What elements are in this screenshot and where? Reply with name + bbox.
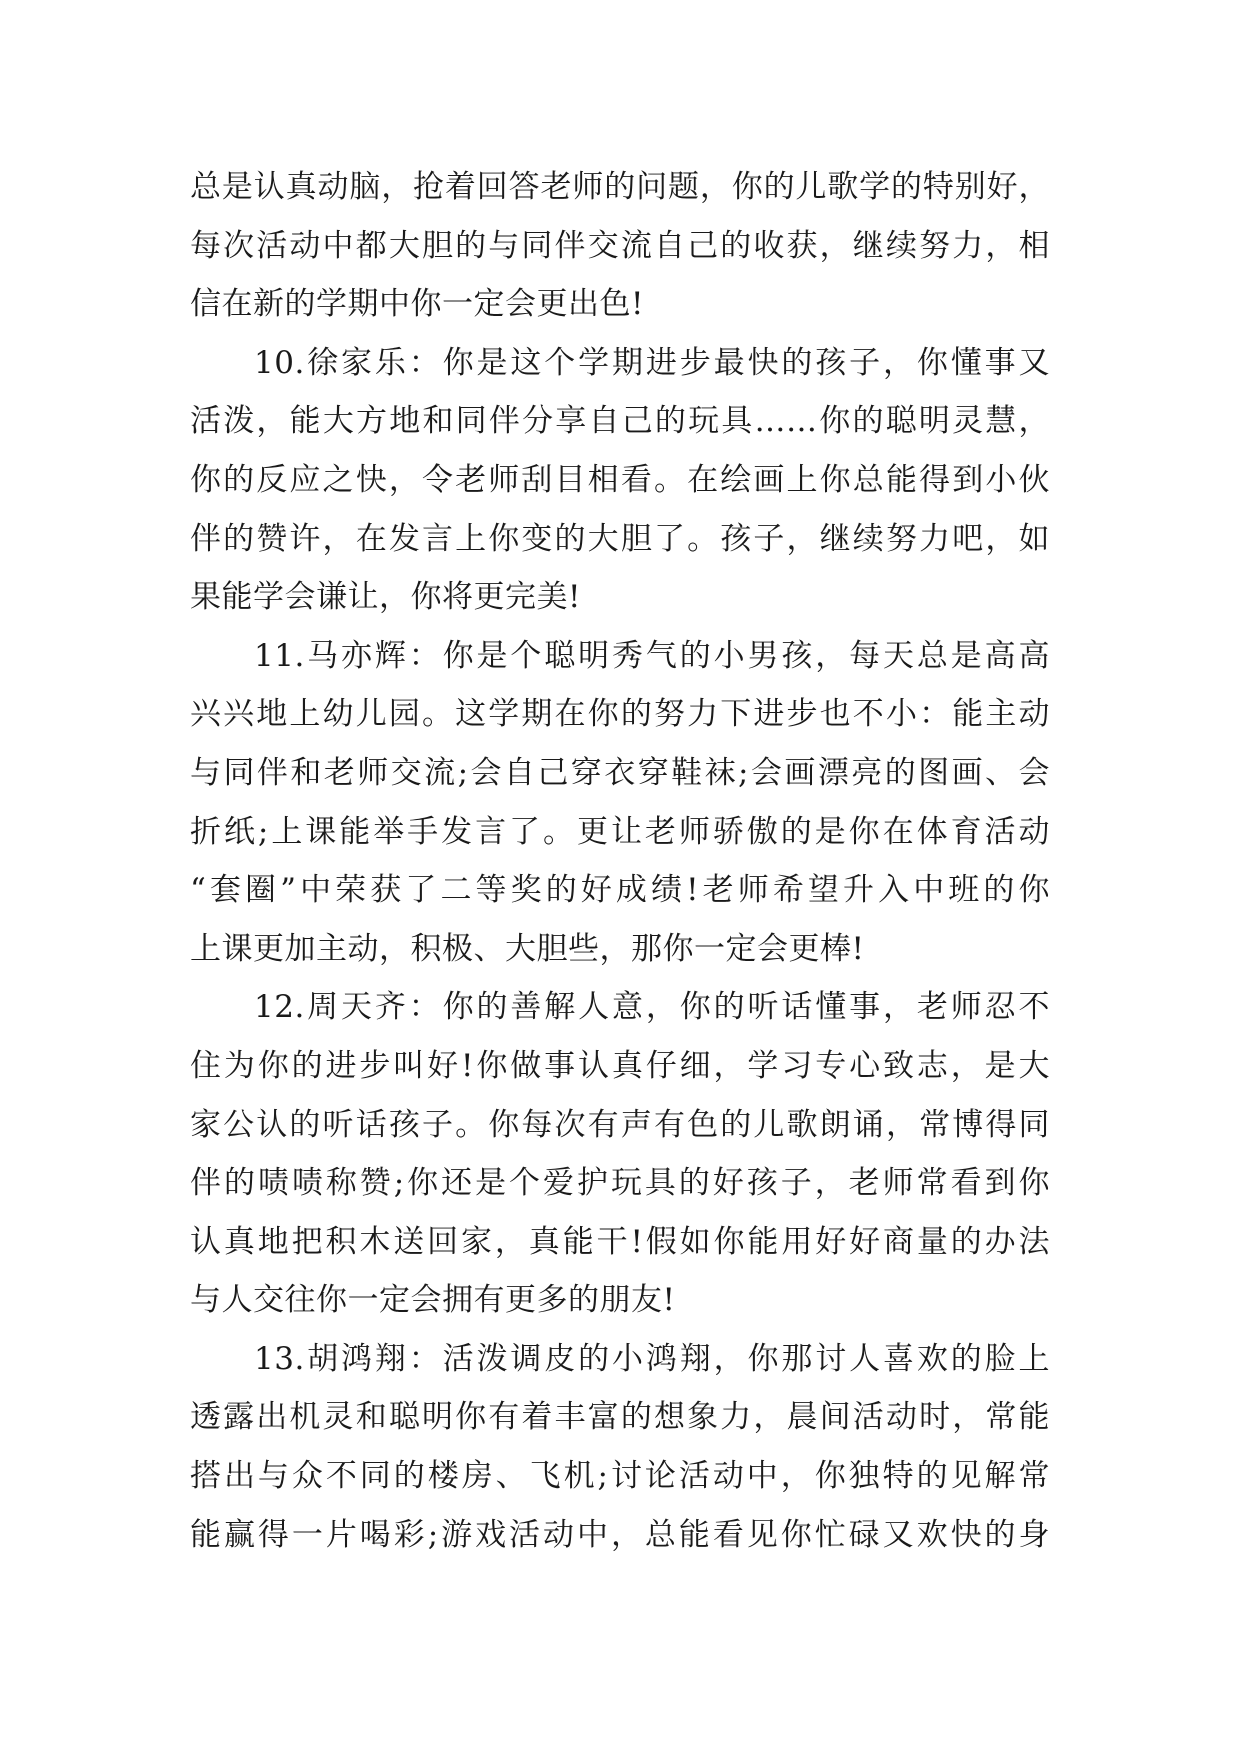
paragraph-12 bbox=[190, 978, 1050, 1330]
text-line: 总是认真动脑，抢着回答老师的问题，你的儿歌学的特别好， bbox=[190, 169, 1050, 205]
text-line: 每次活动中都大胆的与同伴交流自己的收获，继续努力，相 bbox=[190, 227, 1050, 264]
document-body bbox=[190, 158, 1050, 1564]
text-line: 透露出机灵和聪明你有着丰富的想象力，晨间活动时，常能 bbox=[190, 1399, 1050, 1436]
paragraph-10 bbox=[190, 334, 1050, 627]
text-line: 家公认的听话孩子。你每次有声有色的儿歌朗诵，常博得同 bbox=[190, 1106, 1050, 1143]
paragraph-9-continued bbox=[190, 158, 1050, 334]
text-line: “套圈”中荣获了二等奖的好成绩!老师希望升入中班的你 bbox=[190, 872, 1050, 909]
text-line: 伴的赞许，在发言上你变的大胆了。孩子，继续努力吧，如 bbox=[190, 520, 1050, 557]
text-line: 11.马亦辉：你是个聪明秀气的小男孩，每天总是高高 bbox=[254, 637, 1050, 674]
text-line: 13.胡鸿翔：活泼调皮的小鸿翔，你那讨人喜欢的脸上 bbox=[254, 1340, 1050, 1377]
text-line: 伴的啧啧称赞;你还是个爱护玩具的好孩子，老师常看到你 bbox=[190, 1165, 1050, 1202]
text-line: 与人交往你一定会拥有更多的朋友! bbox=[190, 1282, 676, 1319]
text-line: 搭出与众不同的楼房、飞机;讨论活动中，你独特的见解常 bbox=[190, 1458, 1050, 1495]
text-line: 住为你的进步叫好!你做事认真仔细，学习专心致志，是大 bbox=[190, 1047, 1050, 1084]
text-line: 认真地把积木送回家，真能干!假如你能用好好商量的办法 bbox=[190, 1223, 1050, 1260]
text-line: 兴兴地上幼儿园。这学期在你的努力下进步也不小：能主动 bbox=[190, 696, 1050, 733]
text-line: 你的反应之快，令老师刮目相看。在绘画上你总能得到小伙 bbox=[190, 461, 1050, 498]
text-line: 信在新的学期中你一定会更出色! bbox=[190, 286, 644, 323]
text-line: 果能学会谦让，你将更完美! bbox=[190, 579, 581, 616]
text-line: 12.周天齐：你的善解人意，你的听话懂事，老师忍不 bbox=[254, 989, 1050, 1026]
text-line: 上课更加主动，积极、大胆些，那你一定会更棒! bbox=[190, 930, 865, 967]
text-line: 折纸;上课能举手发言了。更让老师骄傲的是你在体育活动 bbox=[190, 813, 1050, 850]
text-line: 活泼，能大方地和同伴分享自己的玩具……你的聪明灵慧， bbox=[190, 403, 1050, 440]
text-line: 10.徐家乐：你是这个学期进步最快的孩子，你懂事又 bbox=[254, 344, 1050, 381]
paragraph-13 bbox=[190, 1330, 1050, 1564]
text-line: 能赢得一片喝彩;游戏活动中，总能看见你忙碌又欢快的身 bbox=[190, 1516, 1050, 1553]
paragraph-11 bbox=[190, 627, 1050, 979]
text-line: 与同伴和老师交流;会自己穿衣穿鞋袜;会画漂亮的图画、会 bbox=[190, 754, 1050, 791]
